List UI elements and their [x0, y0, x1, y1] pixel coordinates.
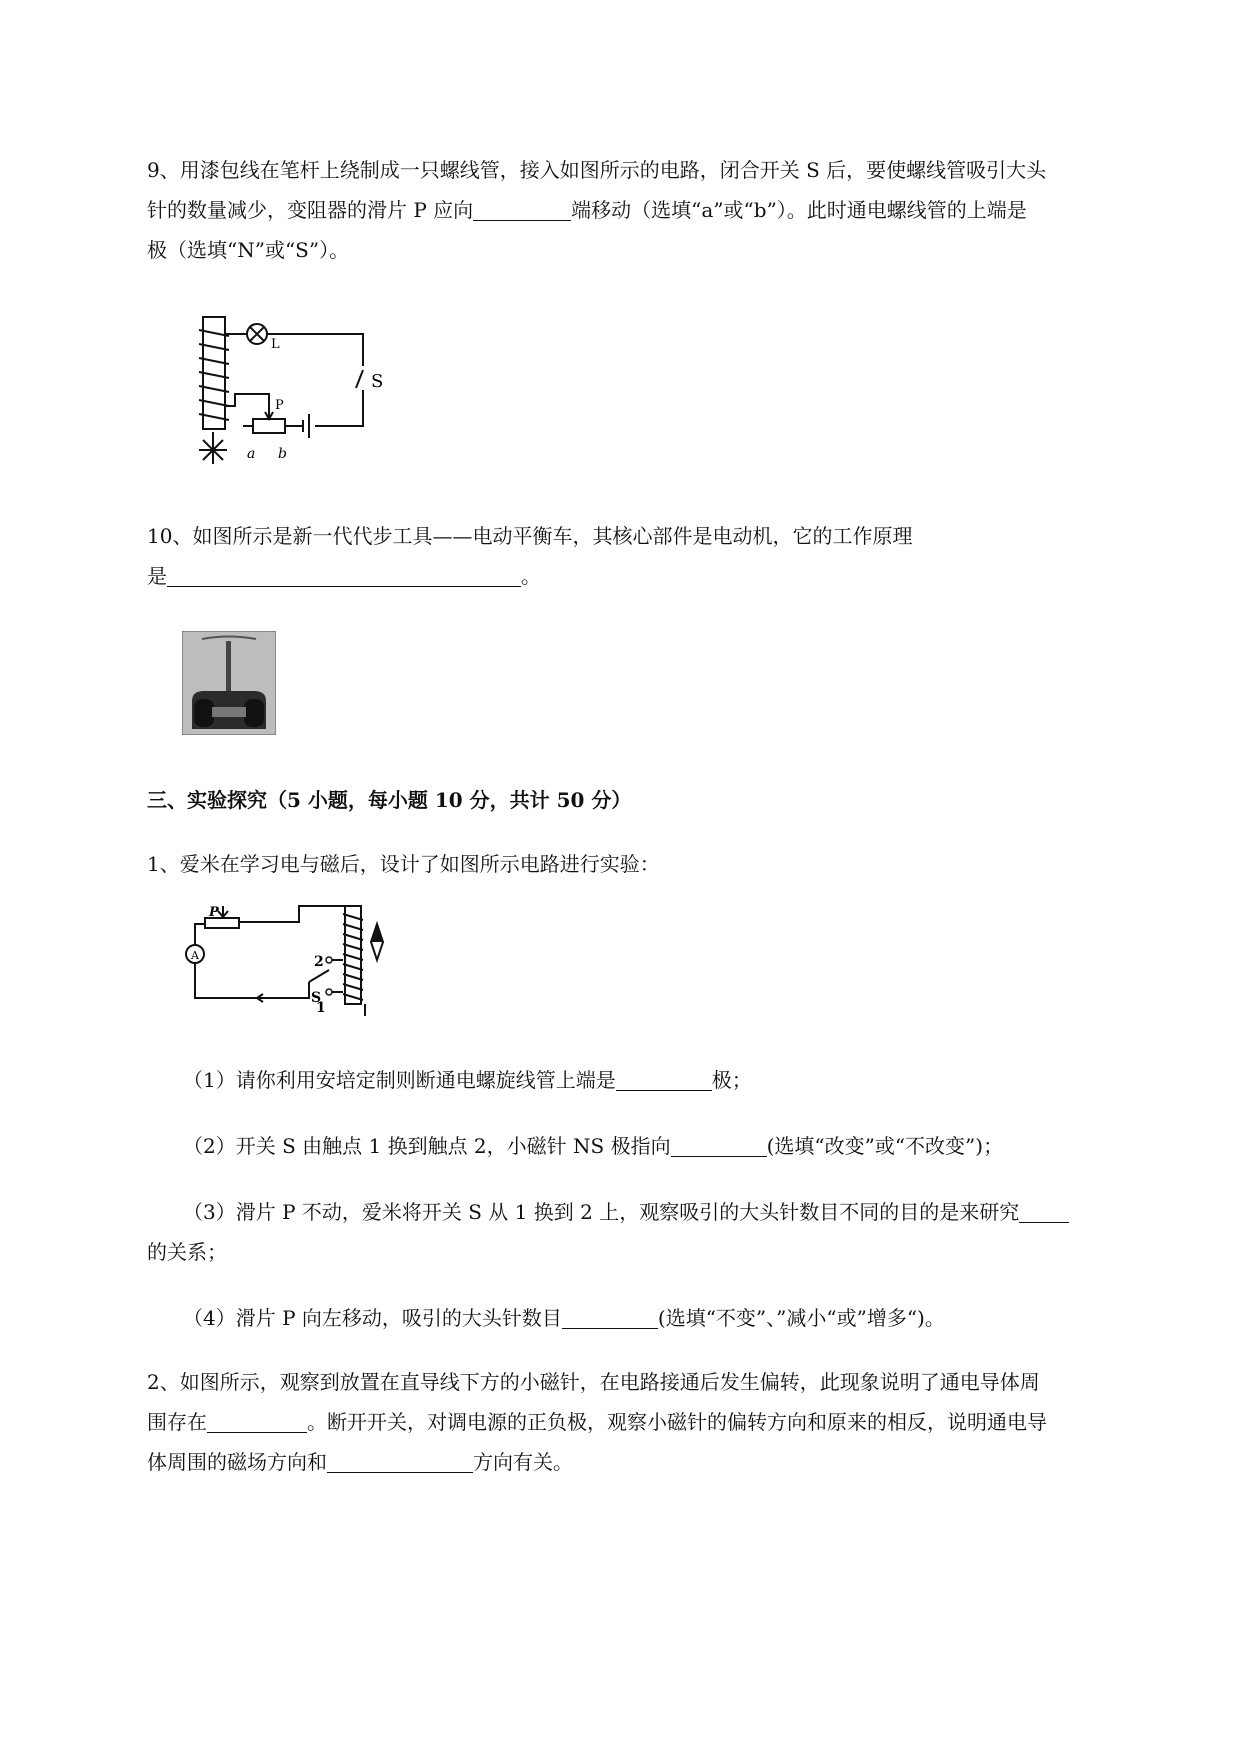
e2-line-2-text-b: 。断开开关，对调电源的正负极，观察小磁针的偏转方向和原来的相反，说明通电导 — [307, 1410, 1047, 1434]
q10-line-2-text-a: 是 — [147, 564, 167, 588]
e1-fig-label-A: A — [191, 949, 199, 962]
section-3-heading: 三、实验探究（5 小题，每小题 10 分，共计 50 分） — [147, 788, 632, 812]
e2-line-3 — [147, 1448, 573, 1476]
e1-sub-4-text-b: (选填“不变”、”减小“或”增多“)。 — [657, 1306, 945, 1330]
balance-scooter-photo — [182, 631, 276, 735]
e2-line-2-text-a: 围存在 — [147, 1410, 207, 1434]
e1-sub-4-text-a: （4）滑片 P 向左移动，吸引的大头针数目 — [183, 1306, 562, 1330]
e1-intro: 1、爱米在学习电与磁后，设计了如图所示电路进行实验： — [147, 852, 660, 876]
e1-sub-2 — [183, 1132, 1003, 1160]
q9-fig-label-a: a — [247, 446, 256, 462]
q10-blank-1[interactable] — [167, 564, 521, 587]
q10-line-1: 10、如图所示是新一代代步工具——电动平衡车，其核心部件是电动机，它的工作原理 — [147, 524, 913, 548]
e1-fig-label-S: S — [311, 990, 322, 1006]
e1-sub-2-text-b: (选填“改变”或“不改变”)； — [766, 1134, 1004, 1158]
e1-sub-1 — [183, 1066, 752, 1094]
e2-blank-2[interactable] — [327, 1450, 473, 1473]
e1-sub-3-text-a: （3）滑片 P 不动，爱米将开关 S 从 1 换到 2 上，观察吸引的大头针数目不同的目的是来研究 — [183, 1200, 1020, 1224]
q9-fig-label-b: b — [278, 446, 287, 462]
e2-line-3-text-a: 体周围的磁场方向和 — [147, 1450, 327, 1474]
q9-line-1: 9、用漆包线在笔杆上绕制成一只螺线管，接入如图所示的电路，闭合开关 S 后，要使螺线管吸引大头 — [147, 158, 1047, 182]
e1-sub-3 — [183, 1198, 1069, 1226]
e1-blank-2[interactable] — [671, 1134, 767, 1157]
q9-line-2-text-b: 端移动（选填“a”或“b”）。此时通电螺线管的上端是 — [571, 198, 1027, 222]
e2-blank-1[interactable] — [207, 1410, 307, 1433]
e1-sub-1-text-b: 极； — [711, 1068, 752, 1092]
q9-fig-label-P: P — [275, 398, 284, 413]
e1-sub-3-cont: 的关系； — [147, 1240, 227, 1264]
e1-sub-2-text-a: （2）开关 S 由触点 1 换到触点 2，小磁针 NS 极指向 — [183, 1134, 671, 1158]
q9-line-3: 极（选填“N”或“S”）。 — [147, 238, 350, 262]
e2-line-3-text-b: 方向有关。 — [473, 1450, 573, 1474]
e1-sub-4 — [183, 1304, 945, 1332]
q9-fig-label-L: L — [271, 337, 280, 352]
e2-line-2 — [147, 1408, 1047, 1436]
q9-fig-label-S: S — [371, 371, 384, 392]
q10-line-2 — [147, 562, 541, 590]
e1-blank-1[interactable] — [616, 1068, 712, 1091]
q9-circuit-figure — [195, 314, 405, 474]
e1-fig-label-1: 1 — [316, 1000, 326, 1016]
e2-line-1: 2、如图所示，观察到放置在直导线下方的小磁针，在电路接通后发生偏转，此现象说明了通电导体周 — [147, 1370, 1040, 1394]
e1-fig-label-P: P — [209, 905, 219, 920]
q9-blank-1[interactable] — [473, 198, 571, 221]
e1-sub-1-text-a: （1）请你利用安培定制则断通电螺旋线管上端是 — [183, 1068, 616, 1092]
q9-line-2 — [147, 196, 1027, 224]
e1-circuit-figure — [183, 904, 393, 1026]
e1-blank-3[interactable] — [1019, 1200, 1069, 1223]
e1-fig-label-2: 2 — [314, 954, 324, 970]
q10-line-2-text-b: 。 — [521, 564, 541, 588]
q9-line-2-text-a: 针的数量减少，变阻器的滑片 P 应向 — [147, 198, 474, 222]
e1-blank-4[interactable] — [562, 1306, 658, 1329]
